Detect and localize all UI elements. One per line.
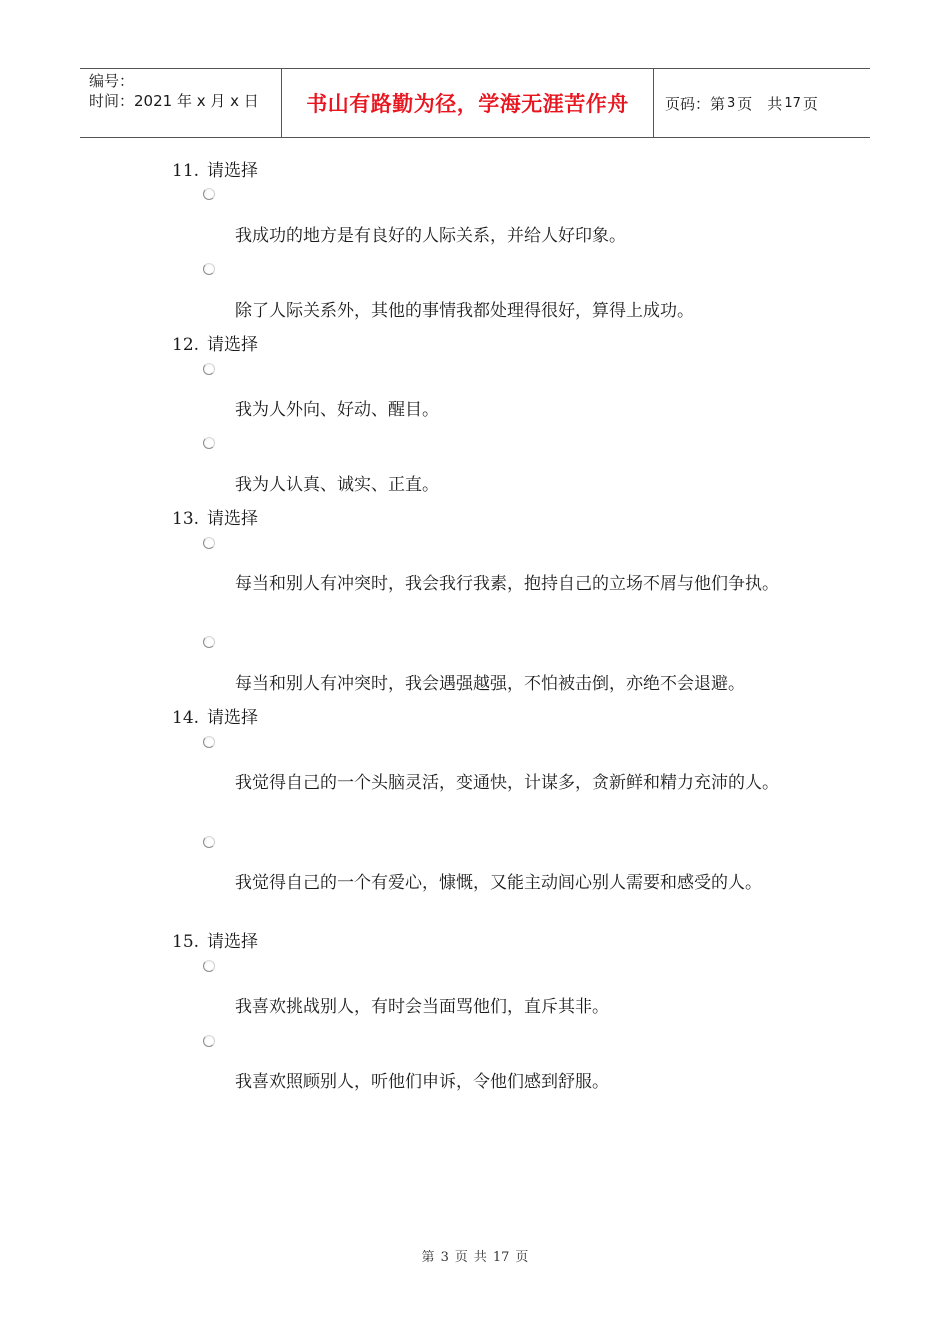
footer-suffix: 页 <box>515 1250 529 1265</box>
radio-button[interactable] <box>203 960 215 972</box>
radio-button[interactable] <box>203 736 215 748</box>
option-text: 我喜欢挑战别人，有时会当面骂他们，直斥其非。 <box>235 997 609 1017</box>
footer-mid2: 共 <box>473 1250 487 1265</box>
page-footer <box>0 1246 950 1265</box>
question-number: 14. <box>172 708 200 728</box>
question-prompt: 请选择 <box>207 509 259 529</box>
option-text: 除了人际关系外，其他的事情我都处理得很好，算得上成功。 <box>235 301 694 321</box>
page-total: 17 <box>784 95 801 111</box>
header-page-info <box>654 69 870 137</box>
radio-button[interactable] <box>203 1035 215 1047</box>
radio-button[interactable] <box>203 836 215 848</box>
question-prompt: 请选择 <box>207 932 259 952</box>
radio-button[interactable] <box>203 188 215 200</box>
option-text: 我喜欢照顾别人，听他们申诉，令他们感到舒服。 <box>235 1072 609 1092</box>
option-text: 我觉得自己的一个头脑灵活，变通快，计谋多，贪新鲜和精力充沛的人。 <box>235 773 779 793</box>
radio-button[interactable] <box>203 537 215 549</box>
question-number: 13. <box>172 509 200 529</box>
option-text: 每当和别人有冲突时，我会我行我素，抱持自己的立场不屑与他们争执。 <box>235 574 779 594</box>
question-prompt: 请选择 <box>207 335 259 355</box>
footer-total: 17 <box>492 1250 510 1265</box>
radio-button[interactable] <box>203 437 215 449</box>
question-title <box>172 508 258 530</box>
question-title <box>172 334 258 356</box>
radio-button[interactable] <box>203 636 215 648</box>
question-prompt: 请选择 <box>207 161 259 181</box>
footer-mid1: 页 <box>454 1250 468 1265</box>
header-meta <box>80 69 282 137</box>
question-number: 15. <box>172 932 200 952</box>
question-prompt: 请选择 <box>207 708 259 728</box>
question-title <box>172 931 258 953</box>
question-title <box>172 160 258 182</box>
option-text: 我成功的地方是有良好的人际关系，并给人好印象。 <box>235 226 626 246</box>
header-motto: 书山有路勤为径，学海无涯苦作舟 <box>282 69 654 137</box>
option-text: 我为人外向、好动、醒目。 <box>235 400 439 420</box>
code-label: 编号： <box>89 72 135 90</box>
option-text: 我为人认真、诚实、正直。 <box>235 475 439 495</box>
footer-prefix: 第 <box>421 1250 435 1265</box>
question-title <box>172 707 258 729</box>
question-number: 11. <box>172 161 200 181</box>
option-text: 每当和别人有冲突时，我会遇强越强，不怕被击倒，亦绝不会退避。 <box>235 674 745 694</box>
question-number: 12. <box>172 335 200 355</box>
page-current: 3 <box>727 95 736 111</box>
page-prefix: 页码：第 <box>665 94 726 113</box>
footer-current: 3 <box>440 1250 449 1265</box>
date-label: 时间：2021 年 x 月 x 日 <box>89 92 259 110</box>
page-header <box>80 68 870 138</box>
page-mid: 页 共 <box>737 94 783 113</box>
radio-button[interactable] <box>203 263 215 275</box>
option-text: 我觉得自己的一个有爱心，慷慨，又能主动闾心别人需要和感受的人。 <box>235 873 762 893</box>
page-suffix: 页 <box>802 94 818 113</box>
radio-button[interactable] <box>203 363 215 375</box>
